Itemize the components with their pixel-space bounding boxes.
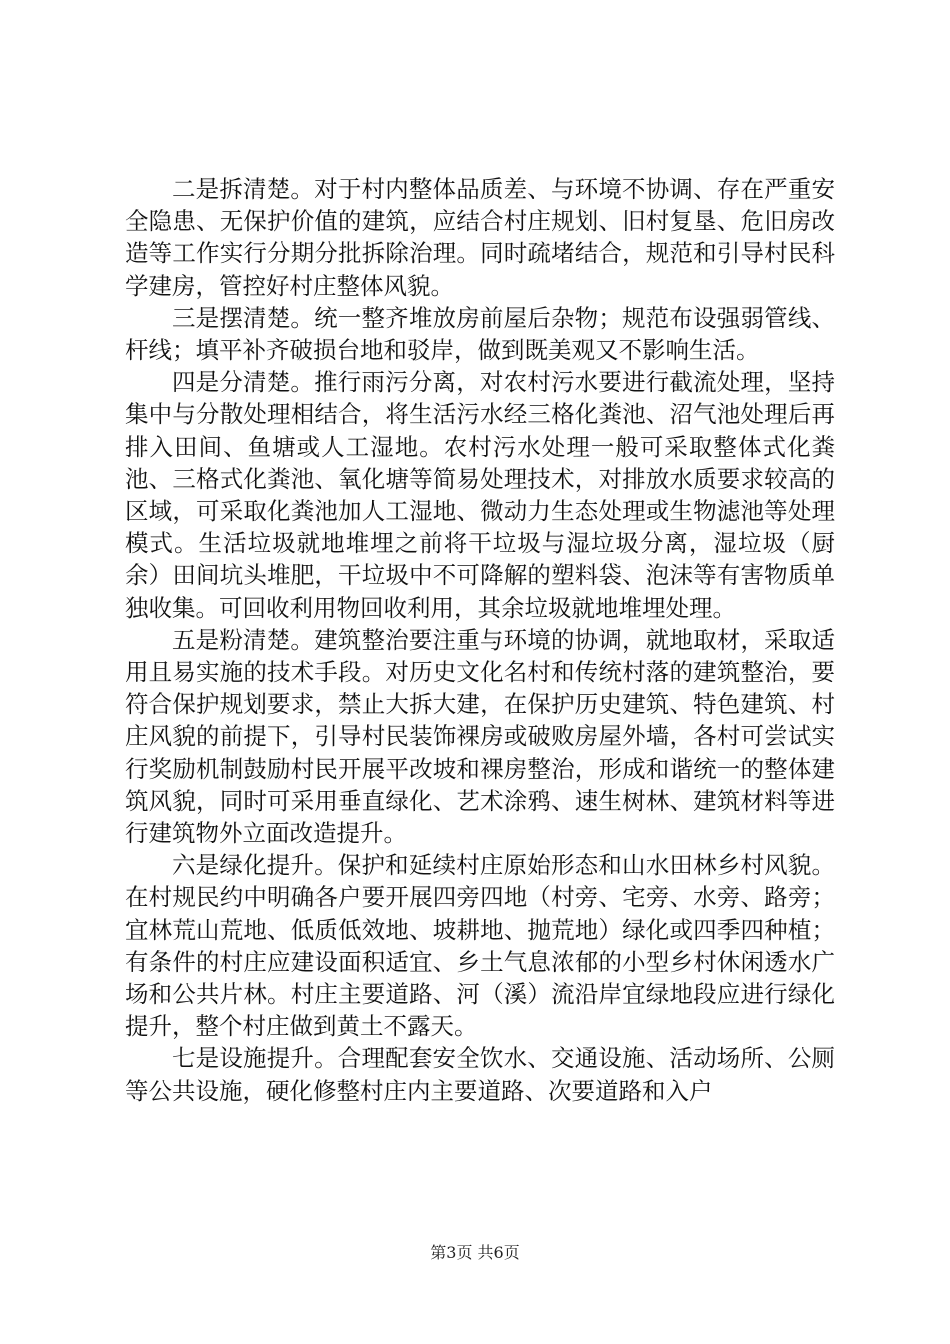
paragraph-paint: 五是粉清楚。建筑整治要注重与环境的协调，就地取材，采取适用且易实施的技术手段。对历史文化名村和传统村落的建筑整治，要符合保护规划要求，禁止大拆大建，在保护历史建筑、特色建筑、村庄风貌的前提下，引导村民装饰裸房或破败房屋外墙，各村可尝试实行奖励机制鼓励村民开展平改坡和裸房整治，形成和谐统一的整体建筑风貌，同时可采用垂直绿化、艺术涂鸦、速生树林、建筑材料等进行建筑物外立面改造提升。 — [125, 625, 835, 848]
body-text — [125, 173, 835, 1107]
paragraph-arrange: 三是摆清楚。统一整齐堆放房前屋后杂物；规范布设强弱管线、杆线；填平补齐破损台地和驳岸，做到既美观又不影响生活。 — [125, 303, 835, 365]
paragraph-greening: 六是绿化提升。保护和延续村庄原始形态和山水田林乡村风貌。在村规民约中明确各户要开展四旁四地（村旁、宅旁、水旁、路旁；宜林荒山荒地、低质低效地、坡耕地、抛荒地）绿化或四季四种植；有条件的村庄应建设面积适宜、乡土气息浓郁的小型乡村休闲透水广场和公共片林。村庄主要道路、河（溪）流沿岸宜绿地段应进行绿化提升，整个村庄做到黄土不露天。 — [125, 851, 835, 1041]
paragraph-demolish: 二是拆清楚。对于村内整体品质差、与环境不协调、存在严重安全隐患、无保护价值的建筑，应结合村庄规划、旧村复垦、危旧房改造等工作实行分期分批拆除治理。同时疏堵结合，规范和引导村民科学建房，管控好村庄整体风貌。 — [125, 175, 835, 300]
page-number-footer: 第3页 共6页 — [430, 1243, 520, 1262]
paragraph-facilities: 七是设施提升。合理配套安全饮水、交通设施、活动场所、公厕等公共设施，硬化修整村庄内主要道路、次要道路和入户 — [125, 1044, 835, 1105]
paragraph-separate: 四是分清楚。推行雨污分离，对农村污水要进行截流处理，坚持集中与分散处理相结合，将生活污水经三格化粪池、沼气池处理后再排入田间、鱼塘或人工湿地。农村污水处理一般可采取整体式化粪池、三格式化粪池、氧化塘等简易处理技术，对排放水质要求较高的区域，可采取化粪池加人工湿地、微动力生态处理或生物滤池等处理模式。生活垃圾就地堆埋之前将干垃圾与湿垃圾分离，湿垃圾（厨余）田间坑头堆肥，干垃圾中不可降解的塑料袋、泡沫等有害物质单独收集。可回收利用物回收利用，其余垃圾就地堆埋处理。 — [125, 368, 835, 622]
